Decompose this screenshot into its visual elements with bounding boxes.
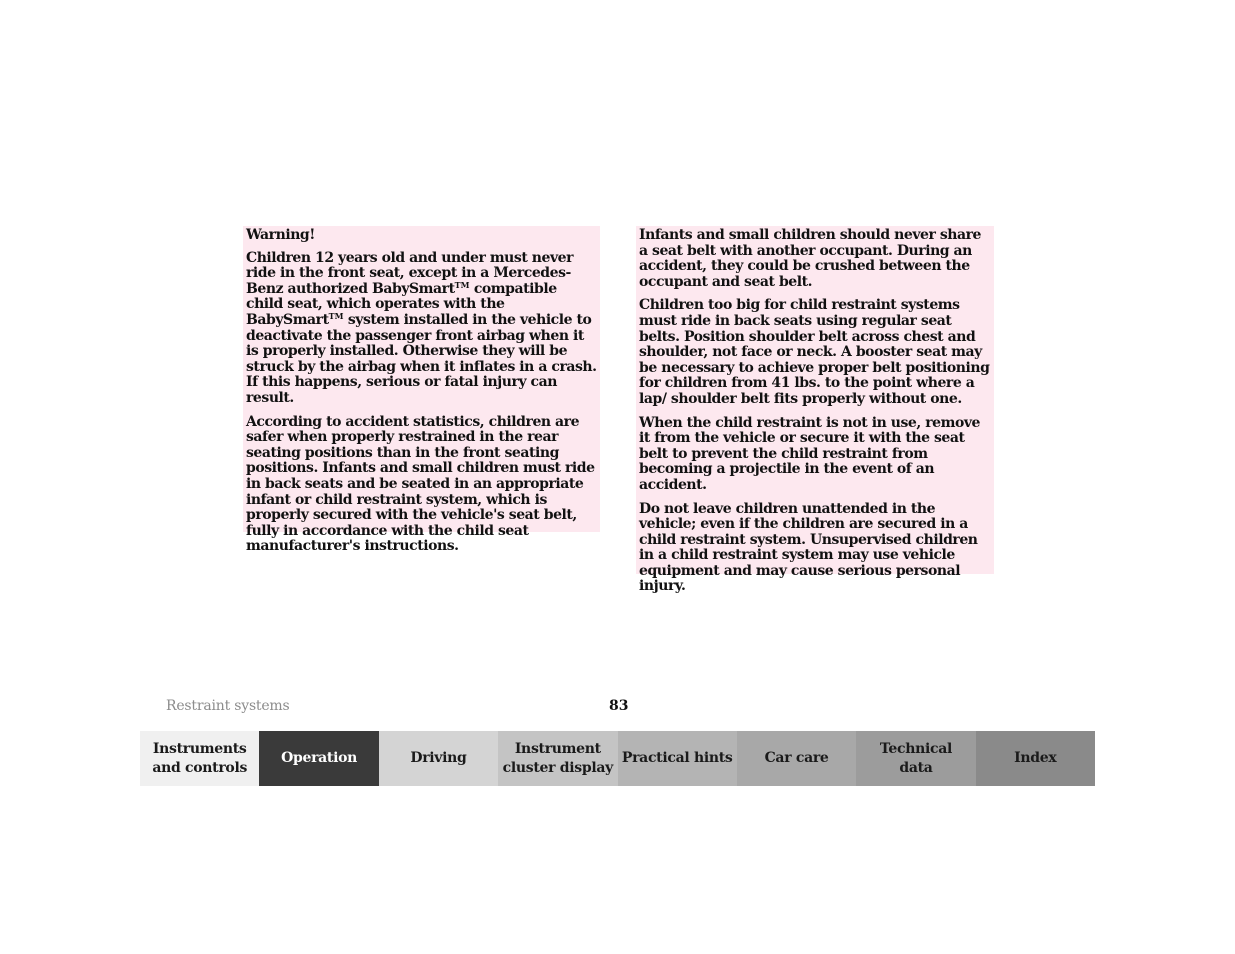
- chapter-nav-bar: [140, 731, 1095, 786]
- warning-text: Children 12 years old and under must never ride in the front seat, except in a Mercedes-Benz authorized BabySmart: [246, 249, 574, 297]
- nav-tab-driving[interactable]: Driving: [379, 731, 498, 786]
- nav-tab-technical-data[interactable]: Technical data: [856, 731, 975, 786]
- warning-text: compatible child seat, which operates with the BabySmart: [246, 280, 557, 328]
- nav-tab-practical-hints[interactable]: Practical hints: [618, 731, 737, 786]
- warning-paragraph: Infants and small children should never share a seat belt with another occupant. During an accident, they could be crushed between the occupant and seat belt.: [639, 227, 981, 290]
- warning-paragraph: When the child restraint is not in use, remove it from the vehicle or secure it with the seat belt to prevent the child restraint from becoming a projectile in the event of an accident.: [639, 414, 981, 493]
- nav-tab-instrument-cluster-display[interactable]: Instrument cluster display: [498, 731, 617, 786]
- nav-tab-car-care[interactable]: Car care: [737, 731, 856, 786]
- warning-heading: Warning!: [246, 227, 315, 243]
- warning-paragraph: Do not leave children unattended in the vehicle; even if the children are secured in a child restraint system. Unsupervised children in a child restraint system may use vehicle equipment and may cause serious personal injury.: [639, 500, 978, 595]
- page-number: 83: [609, 698, 629, 714]
- nav-tab-index[interactable]: Index: [976, 731, 1095, 786]
- warning-paragraph: Children too big for child restraint systems must ride in back seats using regular seat belts. Position shoulder belt across chest and shoulder, not face or neck. A booster seat may be necessary to achieve proper belt positioning for children from 41 lbs. to the point where a lap/ shoulder belt fits properly without one.: [639, 297, 990, 407]
- warning-paragraph: According to accident statistics, children are safer when properly restrained in the rear seating positions than in the front seating positions. Infants and small children must ride in back seats and be seated in an appropriate infant or child restraint system, which is properly secured with the vehicle's seat belt, fully in accordance with the child seat manufacturer's instructions.: [246, 413, 595, 555]
- warning-box-right: [636, 226, 994, 595]
- nav-tab-operation[interactable]: Operation: [259, 731, 378, 786]
- section-label: Restraint systems: [166, 698, 290, 714]
- warning-box-left: [243, 226, 600, 555]
- trademark-mark: TM: [454, 279, 470, 290]
- trademark-mark: TM: [328, 310, 344, 321]
- nav-tab-instruments-and-controls[interactable]: Instruments and controls: [140, 731, 259, 786]
- warning-paragraph: [246, 251, 597, 407]
- warning-text: system installed in the vehicle to deactivate the passenger front airbag when it is properly installed. Otherwise they will be struck by the airbag when it inflates in a crash. If this happens, serious or fatal injury can result.: [246, 311, 597, 406]
